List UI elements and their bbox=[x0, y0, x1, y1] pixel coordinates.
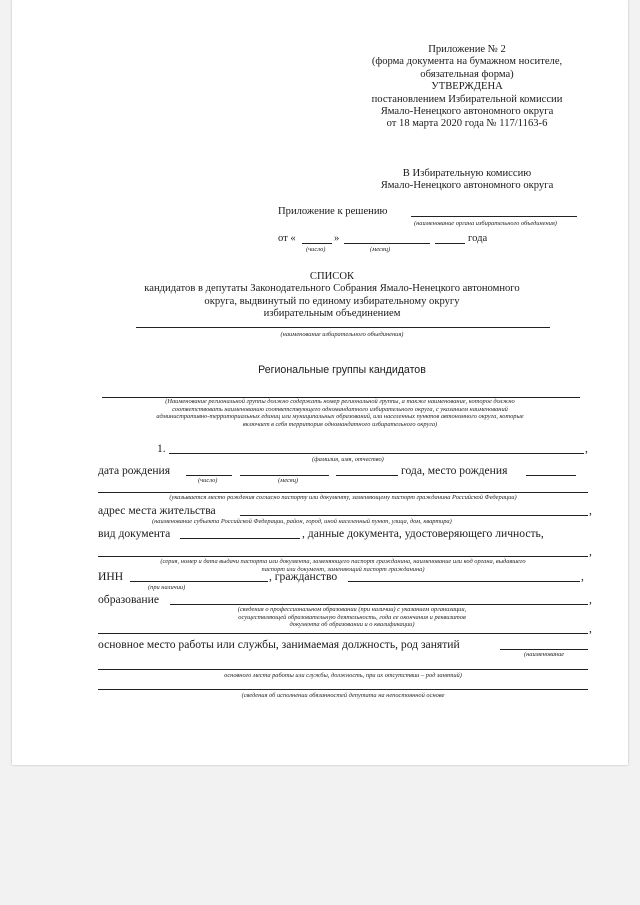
work-field-2[interactable] bbox=[98, 669, 588, 670]
note-line: административно-территориальных единиц или муниципальных образований, или населенных пунктов автономного округа, которые bbox=[156, 413, 524, 421]
note-line: (Наименование региональной группы должно содержать номер региональной группы, а также наименование, которое должно bbox=[165, 398, 515, 405]
decision-close-quote: » bbox=[334, 233, 340, 244]
education-label: образование bbox=[98, 593, 159, 606]
regional-group-note bbox=[74, 398, 606, 428]
deputy-field[interactable] bbox=[98, 689, 588, 690]
work-hint-right: (наименование bbox=[524, 651, 565, 658]
decision-day-hint: (число) bbox=[306, 246, 326, 253]
birth-year-field[interactable] bbox=[336, 475, 398, 476]
work-label: основное место работы или службы, занимаемая должность, род занятий bbox=[98, 638, 460, 651]
header-line: (форма документа на бумажном носителе, bbox=[371, 56, 563, 68]
birth-place-label: года, место рождения bbox=[401, 464, 508, 477]
birth-place-field[interactable] bbox=[98, 492, 588, 493]
decision-month-field[interactable] bbox=[344, 243, 430, 244]
birth-place-hint: (указывается место рождения согласно паспорту или документу, заменяющему паспорт гражданина Российской Федерации) bbox=[169, 494, 517, 501]
decision-month-hint: (месяц) bbox=[370, 246, 391, 253]
decision-from-label: от « bbox=[278, 233, 296, 244]
citizenship-field[interactable] bbox=[348, 581, 580, 582]
birth-day-field[interactable] bbox=[186, 475, 232, 476]
header-line: УТВЕРЖДЕНА bbox=[431, 81, 503, 93]
inn-hint: (при наличии) bbox=[148, 584, 186, 591]
birth-day-hint: (число) bbox=[198, 477, 218, 484]
hint-line: осуществляющей образовательную деятельность, года ее окончания и реквизитов bbox=[238, 613, 466, 621]
note-line: включает в себя территория одномандатного избирательного округа) bbox=[242, 420, 438, 428]
header-line: Приложение № 2 bbox=[428, 44, 506, 55]
hint-line: документа об образовании и о квалификации) bbox=[289, 621, 415, 629]
education-comma: , bbox=[589, 593, 592, 606]
doc-type-field[interactable] bbox=[180, 538, 300, 539]
citizenship-comma: , bbox=[581, 570, 584, 583]
document-page bbox=[12, 0, 628, 765]
title-line: округа, выдвинутый по единому избирательному округу bbox=[204, 295, 460, 307]
decision-organ-hint: (наименование органа избирательного объединения) bbox=[414, 220, 557, 227]
hint-line: (сведения о профессиональном образовании (при наличии) с указанием организации, bbox=[237, 606, 467, 613]
birth-date-label: дата рождения bbox=[98, 464, 171, 477]
residence-label: адрес места жительства bbox=[98, 504, 216, 517]
citizenship-label: , гражданство bbox=[269, 570, 338, 583]
birth-month-field[interactable] bbox=[240, 475, 329, 476]
document-title bbox=[72, 271, 592, 321]
note-line: соответствовать наименованию соответствующего одномандатного избирательного округа, с указанием наименований bbox=[172, 405, 508, 413]
doc-data-hint bbox=[98, 558, 588, 573]
addressee-line: В Избирательную комиссию bbox=[402, 168, 532, 179]
doc-data-field[interactable] bbox=[98, 556, 588, 557]
hint-line: паспорт или документ, заменяющий паспорт гражданина) bbox=[261, 565, 425, 573]
birth-month-hint: (месяц) bbox=[278, 477, 299, 484]
party-name-field[interactable] bbox=[136, 327, 550, 328]
party-name-hint: (наименование избирательного объединения) bbox=[280, 331, 404, 338]
birth-place-short-field[interactable] bbox=[526, 475, 576, 476]
fio-hint: (фамилия, имя, отчество) bbox=[312, 456, 384, 463]
addressee-line: Ямало-Ненецкого автономного округа bbox=[380, 180, 554, 192]
residence-comma: , bbox=[589, 504, 592, 517]
decision-organ-field[interactable] bbox=[411, 216, 577, 217]
title-word: СПИСОК bbox=[309, 271, 355, 282]
education-field-2[interactable] bbox=[98, 633, 588, 634]
title-line: кандидатов в депутаты Законодательного Собрания Ямало-Ненецкого автономного bbox=[144, 283, 520, 295]
decision-year-label: года bbox=[468, 233, 488, 244]
header-line: Ямало-Ненецкого автономного округа bbox=[380, 106, 554, 118]
doc-type-label: вид документа bbox=[98, 527, 171, 540]
work-hint: основного места работы или службы, должность, при их отсутствии – род занятий) bbox=[224, 672, 462, 679]
approval-header bbox=[342, 44, 592, 131]
education-hint bbox=[182, 606, 522, 629]
header-line: постановлением Избирательной комиссии bbox=[371, 93, 563, 105]
candidate-number: 1. bbox=[157, 442, 166, 455]
doc-data-label: , данные документа, удостоверяющего личность, bbox=[302, 527, 544, 540]
doc-data-comma: , bbox=[589, 545, 592, 558]
fio-comma: , bbox=[585, 442, 588, 455]
decision-day-field[interactable] bbox=[302, 243, 332, 244]
regional-groups-heading: Региональные группы кандидатов bbox=[258, 364, 426, 376]
inn-field[interactable] bbox=[130, 581, 268, 582]
work-field[interactable] bbox=[500, 649, 588, 650]
decision-label: Приложение к решению bbox=[278, 206, 388, 217]
residence-hint: (наименование субъекта Российской Федерации, район, город, иной населенный пункт, улица, дом, квартира) bbox=[152, 518, 452, 525]
decision-year-field[interactable] bbox=[435, 243, 465, 244]
header-line: обязательная форма) bbox=[420, 68, 514, 80]
deputy-hint: (сведения об исполнении обязанностей депутата на непостоянной основе bbox=[241, 692, 445, 699]
residence-field[interactable] bbox=[240, 515, 588, 516]
hint-line: (серия, номер и дата выдачи паспорта или документа, заменяющего паспорт гражданина, наименование или код органа, выдавшего bbox=[160, 558, 526, 565]
addressee-block bbox=[352, 168, 582, 193]
header-line: от 18 марта 2020 года № 117/1163-6 bbox=[386, 118, 548, 130]
inn-label: ИНН bbox=[98, 570, 124, 583]
title-line: избирательным объединением bbox=[263, 308, 401, 320]
education-comma-2: , bbox=[589, 622, 592, 635]
candidate-fio-field[interactable] bbox=[169, 453, 584, 454]
education-field[interactable] bbox=[170, 604, 588, 605]
